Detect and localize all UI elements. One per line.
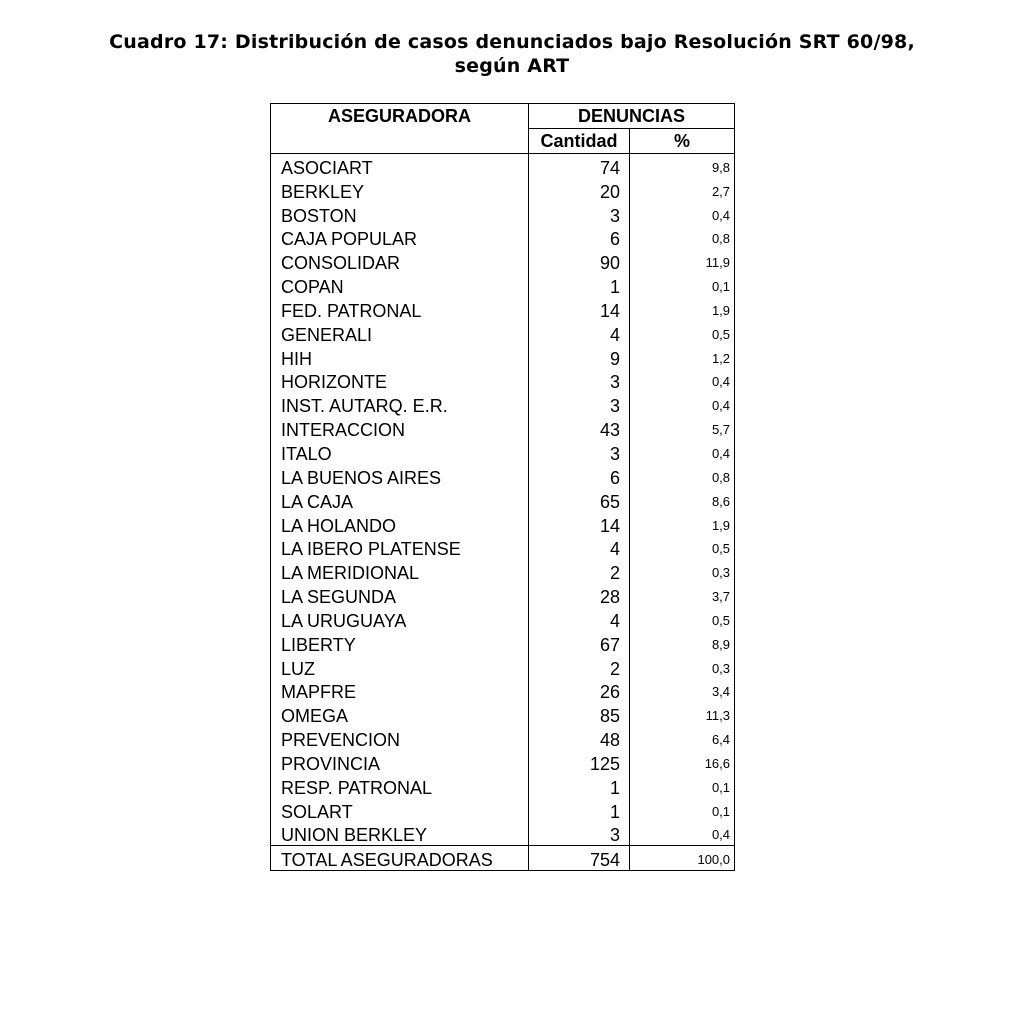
table-row	[271, 559, 735, 583]
row-name: CONSOLIDAR	[271, 249, 529, 273]
row-porcentaje: 11,3	[630, 702, 735, 726]
row-name: BERKLEY	[271, 178, 529, 202]
row-cantidad: 74	[529, 154, 630, 178]
row-porcentaje: 0,5	[630, 536, 735, 560]
table-row	[271, 536, 735, 560]
table-row	[271, 273, 735, 297]
row-cantidad: 3	[529, 369, 630, 393]
table-row	[271, 679, 735, 703]
row-cantidad: 65	[529, 488, 630, 512]
row-cantidad: 4	[529, 607, 630, 631]
row-name: LA URUGUAYA	[271, 607, 529, 631]
row-cantidad: 20	[529, 178, 630, 202]
total-label: TOTAL ASEGURADORAS	[271, 846, 529, 871]
table-footer	[271, 846, 735, 871]
row-porcentaje: 1,9	[630, 297, 735, 321]
row-name: INST. AUTARQ. E.R.	[271, 392, 529, 416]
row-porcentaje: 5,7	[630, 416, 735, 440]
row-name: BOSTON	[271, 202, 529, 226]
table-body	[271, 154, 735, 846]
row-cantidad: 85	[529, 702, 630, 726]
row-porcentaje: 0,5	[630, 321, 735, 345]
page-title	[0, 30, 1024, 78]
header-denuncias: DENUNCIAS	[529, 104, 735, 129]
table-row	[271, 321, 735, 345]
row-porcentaje: 3,4	[630, 679, 735, 703]
table-row	[271, 345, 735, 369]
row-porcentaje: 8,9	[630, 631, 735, 655]
row-cantidad: 90	[529, 249, 630, 273]
row-cantidad: 48	[529, 726, 630, 750]
table-row	[271, 798, 735, 822]
row-name: UNION BERKLEY	[271, 822, 529, 846]
row-cantidad: 6	[529, 226, 630, 250]
table-row	[271, 726, 735, 750]
row-cantidad: 2	[529, 655, 630, 679]
table-row	[271, 631, 735, 655]
row-name: LA MERIDIONAL	[271, 559, 529, 583]
row-porcentaje: 0,8	[630, 464, 735, 488]
table-row	[271, 249, 735, 273]
row-cantidad: 4	[529, 536, 630, 560]
row-cantidad: 3	[529, 202, 630, 226]
row-name: PREVENCION	[271, 726, 529, 750]
header-porcentaje: %	[630, 129, 735, 154]
table-row	[271, 702, 735, 726]
row-name: INTERACCION	[271, 416, 529, 440]
row-porcentaje: 1,2	[630, 345, 735, 369]
table-row	[271, 822, 735, 846]
title-line-2: según ART	[454, 55, 570, 77]
row-cantidad: 4	[529, 321, 630, 345]
row-name: LA SEGUNDA	[271, 583, 529, 607]
row-cantidad: 14	[529, 512, 630, 536]
row-name: GENERALI	[271, 321, 529, 345]
row-porcentaje: 0,4	[630, 822, 735, 846]
total-porcentaje: 100,0	[630, 846, 735, 871]
row-cantidad: 1	[529, 798, 630, 822]
row-porcentaje: 0,5	[630, 607, 735, 631]
row-porcentaje: 16,6	[630, 750, 735, 774]
row-name: CAJA POPULAR	[271, 226, 529, 250]
row-porcentaje: 0,1	[630, 798, 735, 822]
row-name: HORIZONTE	[271, 369, 529, 393]
row-porcentaje: 8,6	[630, 488, 735, 512]
row-name: LA BUENOS AIRES	[271, 464, 529, 488]
table-row	[271, 392, 735, 416]
row-name: SOLART	[271, 798, 529, 822]
row-name: LA IBERO PLATENSE	[271, 536, 529, 560]
row-porcentaje: 0,4	[630, 440, 735, 464]
table-row	[271, 512, 735, 536]
table-row	[271, 369, 735, 393]
row-name: ASOCIART	[271, 154, 529, 178]
row-name: LA HOLANDO	[271, 512, 529, 536]
row-name: MAPFRE	[271, 679, 529, 703]
row-porcentaje: 0,1	[630, 774, 735, 798]
row-cantidad: 9	[529, 345, 630, 369]
total-cantidad: 754	[529, 846, 630, 871]
table-row	[271, 774, 735, 798]
row-name: HIH	[271, 345, 529, 369]
row-cantidad: 2	[529, 559, 630, 583]
denuncias-table	[270, 103, 735, 871]
row-porcentaje: 0,1	[630, 273, 735, 297]
table-row	[271, 297, 735, 321]
row-name: RESP. PATRONAL	[271, 774, 529, 798]
row-name: COPAN	[271, 273, 529, 297]
table-row	[271, 464, 735, 488]
table-row	[271, 488, 735, 512]
row-cantidad: 67	[529, 631, 630, 655]
header-cantidad: Cantidad	[529, 129, 630, 154]
row-cantidad: 3	[529, 440, 630, 464]
total-row	[271, 846, 735, 871]
table-row	[271, 226, 735, 250]
row-cantidad: 28	[529, 583, 630, 607]
row-porcentaje: 2,7	[630, 178, 735, 202]
row-porcentaje: 6,4	[630, 726, 735, 750]
row-name: ITALO	[271, 440, 529, 464]
table-row	[271, 416, 735, 440]
row-porcentaje: 1,9	[630, 512, 735, 536]
row-cantidad: 1	[529, 273, 630, 297]
row-cantidad: 125	[529, 750, 630, 774]
row-name: LA CAJA	[271, 488, 529, 512]
row-porcentaje: 0,4	[630, 202, 735, 226]
row-porcentaje: 9,8	[630, 154, 735, 178]
row-cantidad: 26	[529, 679, 630, 703]
title-line-1: Cuadro 17: Distribución de casos denunciados bajo Resolución SRT 60/98,	[109, 31, 915, 53]
row-name: PROVINCIA	[271, 750, 529, 774]
row-name: LIBERTY	[271, 631, 529, 655]
table-row	[271, 607, 735, 631]
row-name: OMEGA	[271, 702, 529, 726]
table-header	[271, 104, 735, 154]
row-cantidad: 14	[529, 297, 630, 321]
table-row	[271, 154, 735, 178]
row-porcentaje: 0,4	[630, 392, 735, 416]
table-row	[271, 202, 735, 226]
table-row	[271, 655, 735, 679]
table-row	[271, 583, 735, 607]
row-name: FED. PATRONAL	[271, 297, 529, 321]
row-cantidad: 43	[529, 416, 630, 440]
table-row	[271, 178, 735, 202]
table-row	[271, 440, 735, 464]
header-aseguradora: ASEGURADORA	[271, 104, 529, 154]
row-porcentaje: 0,3	[630, 655, 735, 679]
row-cantidad: 1	[529, 774, 630, 798]
row-porcentaje: 11,9	[630, 249, 735, 273]
row-porcentaje: 0,8	[630, 226, 735, 250]
row-porcentaje: 0,4	[630, 369, 735, 393]
row-cantidad: 3	[529, 392, 630, 416]
row-porcentaje: 3,7	[630, 583, 735, 607]
table-row	[271, 750, 735, 774]
row-cantidad: 3	[529, 822, 630, 846]
row-porcentaje: 0,3	[630, 559, 735, 583]
row-cantidad: 6	[529, 464, 630, 488]
row-name: LUZ	[271, 655, 529, 679]
